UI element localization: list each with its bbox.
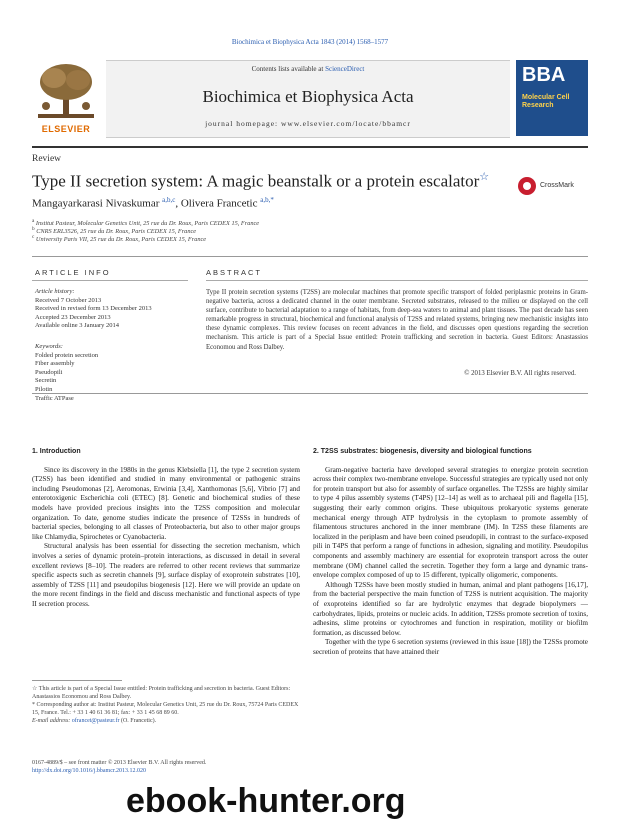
keyword: Pilotin: [35, 385, 53, 393]
cover-title: BBA: [522, 64, 566, 86]
section-heading: 1. Introduction: [32, 448, 81, 455]
author-name: Mangayarkarasi Nivaskumar: [32, 197, 160, 210]
affiliation: $^a$ Institut Pasteur, Molecular Genetics Unit, 25 rue du Dr. Roux, Paris CEDEX 15, France: [32, 218, 260, 228]
divider: [32, 393, 588, 394]
history-item: Received 7 October 2013: [35, 296, 102, 304]
journal-cover-image: [516, 60, 588, 136]
article-history: [35, 288, 152, 331]
keyword: Folded protein secretion: [35, 351, 99, 359]
journal-masthead: [32, 60, 588, 140]
watermark: ebook-hunter.org: [126, 782, 406, 820]
affiliation: $^c$ University Paris VII, 25 rue du Dr. Roux, Paris CEDEX 15, France: [32, 234, 207, 244]
author-affiliation-link[interactable]: a,b,c: [162, 196, 176, 204]
footnote-email: E-mail address: ofrancet@pasteur.fr (O. Francetic).: [32, 718, 157, 724]
footnote: * Corresponding author at: Institut Pasteur, Molecular Genetics Unit, 25 rue du Dr. Roux, 75724 Paris CEDEX 15, France. Tel.: + 33 1 40 61 36 81; fax: + 33 1 45 68 89 60.: [32, 702, 299, 716]
journal-homepage[interactable]: journal homepage: www.elsevier.com/locate/bbamcr: [205, 119, 411, 128]
history-item: Received in revised form 13 December 2013: [35, 305, 152, 313]
article-info-heading: ARTICLE INFO: [35, 268, 111, 277]
contents-prefix: Contents lists available at: [251, 65, 324, 73]
elsevier-tree-logo: [32, 60, 100, 136]
keyword: Pseudopili: [35, 368, 63, 376]
contents-line: [106, 65, 510, 73]
keywords-label: Keywords:: [35, 343, 63, 350]
keyword: Traffic ATPase: [35, 394, 74, 402]
paragraph: Gram-negative bacteria have developed several strategies to energize protein secretion across their complex two-membrane envelope. Successful strategies are typically used not only for protein transport but also for assembly of surface organelles. The T2SSs are highly similar to type 4 pilus assembly systems (T4PS) [12–14] as well as to archaeal pili and flagella [15], suggesting their early common origins. These ubiquitous prokaryotic systems generate mechanical energy through ATP hydrolysis in the cytoplasm to promote assembly of filamentous structures anchored in the inner membrane (IM). In T2SS these filaments are localized in the periplasm and have been coined pseudopili, in contrast to the surface-exposed pili in T4PS that perform a range of functions in adhesion, signaling and motility. Pseudopilus components and assembly machinery are essential for exoprotein transport across the outer membrane (OM) channel called the secretin. Together they form a large and dynamic trans-envelope complex composed of up to 15 different, typically oligomeric, components.: [313, 465, 588, 580]
cover-subtitle: Molecular Cell Research: [522, 94, 570, 109]
article-footer: [32, 759, 206, 775]
history-item: Accepted 23 December 2013: [35, 313, 111, 321]
sciencedirect-link[interactable]: ScienceDirect: [325, 65, 365, 73]
history-label: Article history:: [35, 288, 75, 295]
right-column: [313, 447, 588, 657]
keywords: [35, 343, 98, 403]
author-affiliation-link[interactable]: a,b,*: [260, 196, 274, 204]
section-heading: 2. T2SS substrates: biogenesis, diversity and biological functions: [313, 448, 532, 455]
left-column: [32, 447, 300, 610]
paragraph: Although T2SSs have been mostly studied in human, animal and plant pathogens [16,17], from the bacterial perspective the main function of T2SS is nutrient acquisition. The majority of exoproteins identified so far are hydrolytic enzymes that degrade biopolymers — carbohydrates, lipids, proteins or nucleic acids. In addition, T2SSs promote secretion of toxins, adhesins, slime proteins or cytochromes and function in respiration, motility or biofilm formation, as discussed below.: [313, 580, 588, 637]
masthead-center: [106, 60, 510, 138]
author-list: [32, 196, 274, 210]
author-separator: ,: [175, 197, 181, 210]
divider: [32, 146, 588, 148]
crossmark-label: CrossMark: [540, 182, 574, 189]
issn-line: 0167-4889/$ – see front matter © 2013 Elsevier B.V. All rights reserved.: [32, 760, 207, 766]
title-star-note[interactable]: ☆: [479, 171, 490, 183]
title-text: Type II secretion system: A magic beanstalk or a protein escalator: [32, 171, 480, 191]
copyright-notice: © 2013 Elsevier B.V. All rights reserved.: [464, 370, 576, 377]
abstract-text: Type II protein secretion systems (T2SS) are molecular machines that promote specific transport of folded periplasmic proteins in Gram-negative bacteria, across a dedicated channel in the outer membrane. Secreted substrates, released to the milieu or displayed on the cell surface, contribute to bacterial adaptation to a range of habitats, from deep-sea waters to animal and plant tissues. The past decade has seen remarkable progress in structural, biochemical and functional analysis of T2SS and related systems, bringing new mechanistic insights into these dynamic complexes. This review focuses on recent advances in the field, and discusses open questions regarding the secretion mechanism. This article is part of a Special Issue entitled: Protein trafficking and secretion in bacteria. Guest Editors: Anastassios Economou and Ross Dalbey.: [206, 289, 588, 351]
keyword: Secretin: [35, 377, 57, 385]
journal-title: Biochimica et Biophysica Acta: [202, 87, 414, 106]
article-type: Review: [32, 154, 62, 164]
keyword: Fiber assembly: [35, 360, 75, 368]
doi-link[interactable]: http://dx.doi.org/10.1016/j.bbamcr.2013.12.020: [32, 768, 147, 774]
history-item: Available online 3 January 2014: [35, 322, 119, 330]
divider: [32, 256, 588, 257]
journal-reference[interactable]: Biochimica et Biophysica Acta 1843 (2014) 1568–1577: [231, 38, 389, 46]
paragraph: Since its discovery in the 1980s in the genus Klebsiella [1], the type 2 secretion system (T2SS) has been identified and studied in many environmental or pathogenic strains including Pseudomonas [2], Aeromonas, Erwinia [3,4], Xanthomonas [5,6], Vibrio [7] and enterotoxigenic Escherichia coli (ETEC) [8]. Genetic and biochemical studies of these models have provided precious insights into the T2SS composition and molecular organization. To date, genome studies indicate the presence of T2SSs in hundreds of bacterial species, belonging to all classes of Proteobacteria, but also to other major groups like Chlamydia, Spirochetes or Cyanobacteria.: [32, 465, 300, 541]
paragraph: Together with the type 6 secretion systems (reviewed in this issue [18]) the T2SSs promote secretion of proteins that have attained their: [313, 638, 588, 656]
footnotes: [32, 685, 300, 725]
paragraph: Structural analysis has been essential for dissecting the secretion mechanism, which involves a series of dynamic protein–protein interactions, as discussed in detail in several excellent reviews [8–10]. The readers are referred to other recent reviews that summarize specific aspects such as secretin channels [9], surface display of exoprotein substrates [10], assembly of T2SS [11] and pseudopilus biogenesis [12]. Here we will provide an update on the more recent findings in the field and discuss mechanistic and functional aspects of type II secretion process.: [32, 542, 300, 608]
divider: [32, 280, 188, 281]
author-name: Olivera Francetic: [180, 197, 258, 210]
crossmark-icon: [518, 177, 536, 195]
publisher-name: ELSEVIER: [41, 124, 91, 134]
divider: [206, 280, 588, 281]
abstract-heading: ABSTRACT: [206, 268, 263, 277]
article-title: [32, 170, 489, 192]
affiliation: $^b$ CNRS ERL3526, 25 rue du Dr. Roux, Paris CEDEX 15, France: [32, 226, 197, 236]
divider: [32, 680, 122, 681]
email-link[interactable]: ofrancet@pasteur.fr: [71, 718, 120, 724]
footnote: ☆ This article is part of a Special Issue entitled: Protein trafficking and secretion in bacteria. Guest Editors: Anastassios Economou and Ross Dalbey.: [32, 686, 291, 700]
crossmark-button[interactable]: [518, 175, 588, 197]
